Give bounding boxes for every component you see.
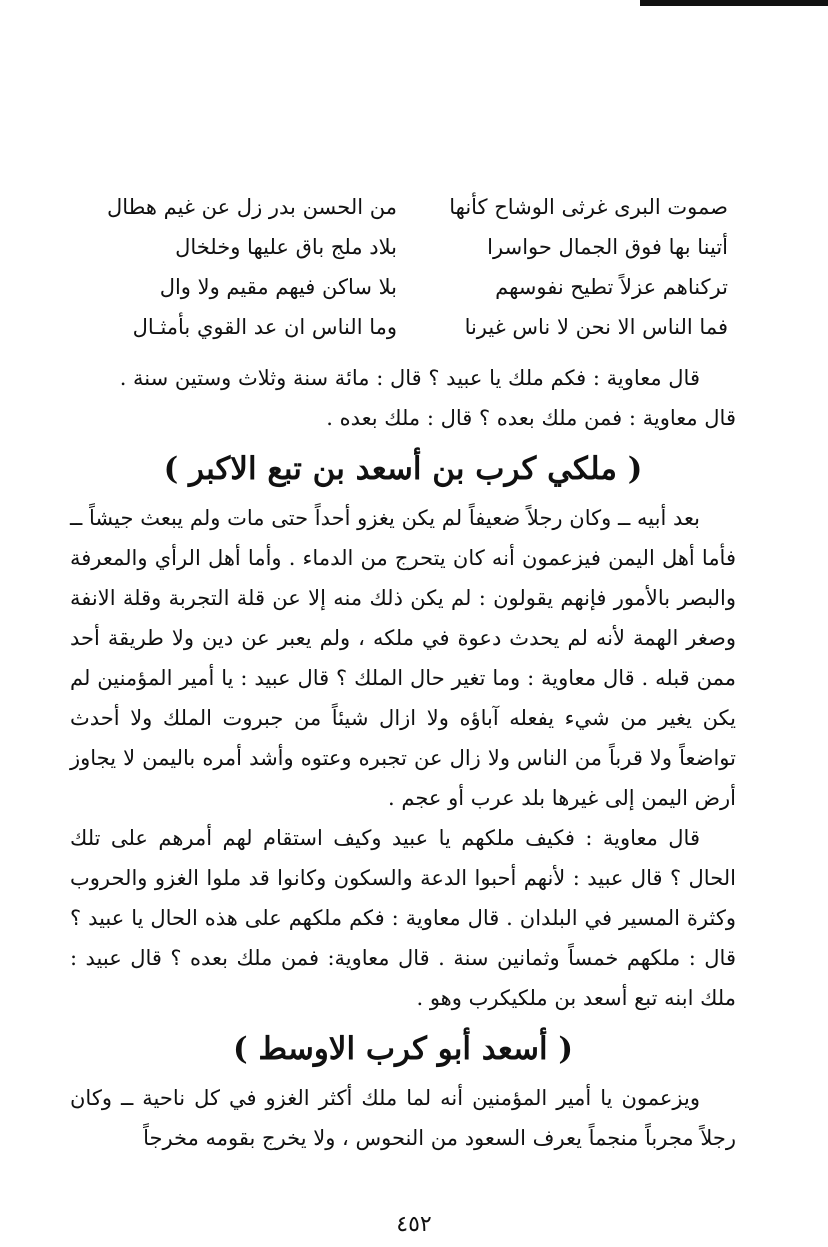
poem-verse-3-first: تركناهم عزلاً تطيح نفوسهم (495, 275, 728, 299)
section1-paragraph-2: قال معاوية : فكيف ملكهم يا عبيد وكيف استقام لهم أمرهم على تلك الحال ؟ قال عبيد : لأنهم أحبوا الدعة والسكون وكانوا قد ملوا الغزو والحروب وكثرة المسير في البلدان . قال معاوية : فكم ملكهم على هذه الحال يا عبيد ؟ قال : ملكهم خمساً وثمانين سنة . قال معاوية: فمن ملك بعده ؟ قال عبيد : ملك ابنه تبع أسعد بن ملكيكرب وهو . (70, 826, 736, 1010)
intro-paragraph-2: قال معاوية : فمن ملك بعده ؟ قال : ملك بعده . (326, 406, 736, 430)
top-edge-rule (640, 0, 828, 6)
book-page (70, 190, 736, 1158)
page-number: ٤٥٢ (396, 1212, 432, 1237)
poem-verse-4-first: فما الناس الا نحن لا ناس غيرنا (464, 315, 728, 339)
section-heading-malki-karib: ( ملكي كرب بن أسعد بن تبع الاكبر ) (163, 451, 643, 487)
poem-verse-1-first: صموت البرى غرثى الوشاح كأنها (449, 195, 728, 219)
poem-verse-3-second: بلا ساكن فيهم مقيم ولا وال (159, 275, 397, 299)
intro-paragraph-1: قال معاوية : فكم ملك يا عبيد ؟ قال : مائة سنة وثلاث وستين سنة . (119, 366, 700, 390)
poem-verse-4-second: وما الناس ان عد القوي بأمثـال (132, 315, 397, 339)
section1-paragraph-1: بعد أبيه ــ وكان رجلاً ضعيفاً لم يكن يغزو أحداً حتى مات ولم يبعث جيشاً ــ فأما أهل اليمن فيزعمون أنه كان يتحرج من الدماء . وأما أهل الرأي والمعرفة والبصر بالأمور فإنهم يقولون : لم يكن ذلك منه إلا عن قلة التجربة وقلة الانفة وصغر الهمة لأنه لم يحدث دعوة في ملكه ، ولم يعبر عن دين ولا طريقة أحد ممن قبله . قال معاوية : وما تغير حال الملك ؟ قال عبيد : يا أمير المؤمنين لم يكن يغير من شيء يفعله آباؤه ولا ازال شيئاً من جبروت الملك ولا أحدث تواضعاً ولا قرباً من الناس ولا زال عن تجبره وعتوه وأشد أمره باليمن لا يجاوز أرض اليمن إلى غيرها بلد عرب أو عجم . (70, 506, 736, 810)
poem-verse-2-second: بلاد ملج باق عليها وخلخال (175, 235, 397, 259)
section2-paragraph-1: ويزعمون يا أمير المؤمنين أنه لما ملك أكثر الغزو في كل ناحية ــ وكان رجلاً مجرباً منجماً يعرف السعود من النحوس ، ولا يخرج بقومه مخرجاً (70, 1086, 736, 1150)
poem-verse-1-second: من الحسن بدر زل عن غيم هطال (107, 195, 397, 219)
poem-verse-2-first: أتينا بها فوق الجمال حواسرا (487, 235, 728, 259)
section-heading-asad-abu-karib: ( أسعد أبو كرب الاوسط ) (232, 1031, 574, 1067)
poem (70, 190, 736, 344)
